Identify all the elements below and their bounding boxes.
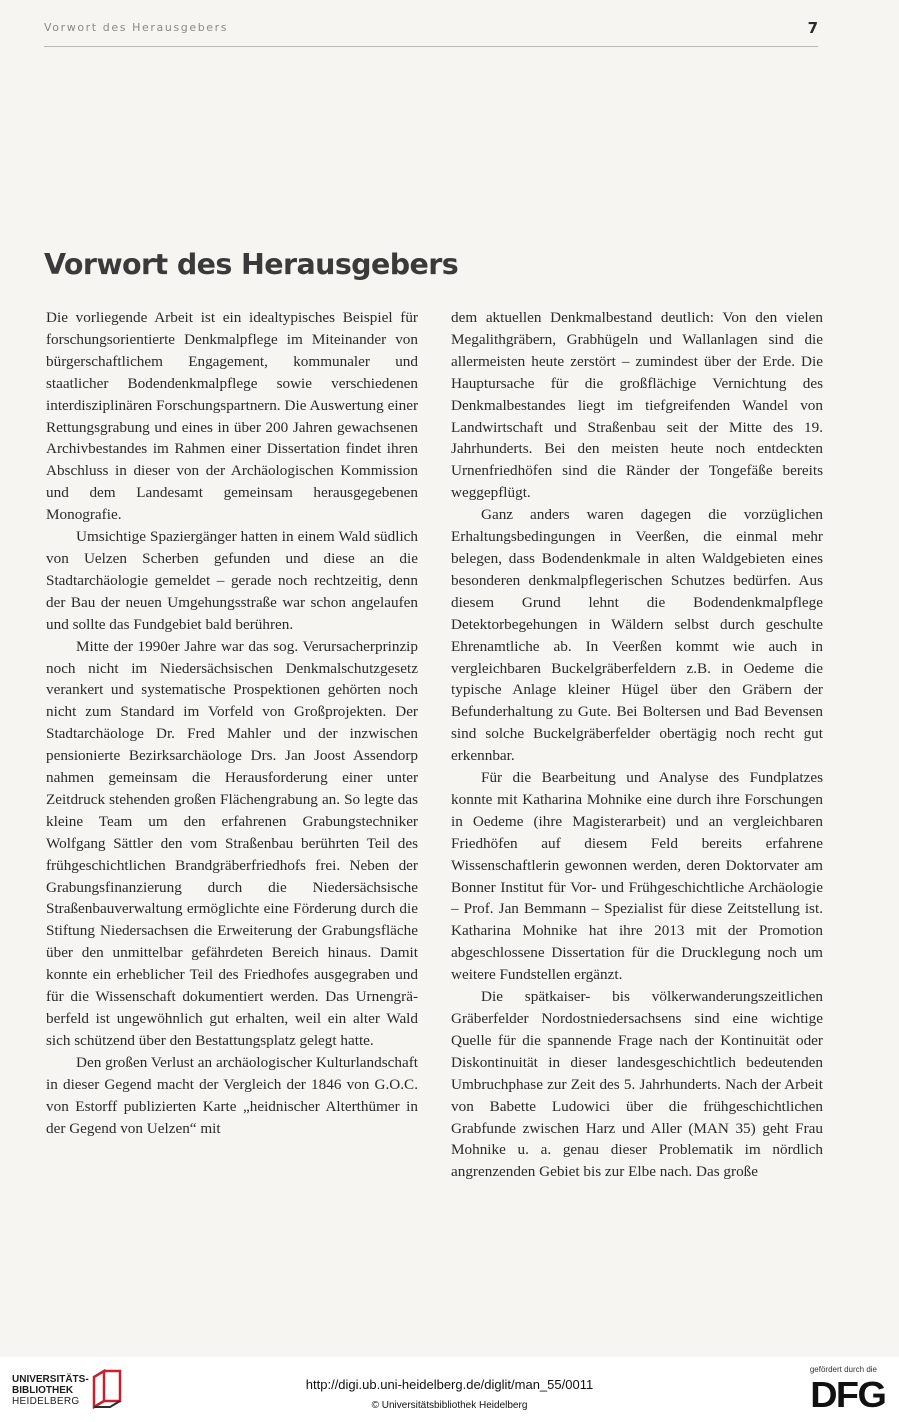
paragraph: Den großen Verlust an archäologischer Kulturlandschaft in dieser Gegend macht der Vergleich der 1846 von G.O.C. von Estorff publizierten Karte „heidnischer Alterthümer in der Gegend von Uelzen“ mit — [46, 1053, 418, 1137]
header-rule — [44, 46, 818, 47]
paragraph: Umsichtige Spaziergänger hatten in einem Wald südlich von Uelzen Scherben gefunden und diese an die Stadtarchäologie gemeldet – gerade noch rechtzeitig, denn der Bau der neuen Umgehungsstraße war schon angelaufen und sollte das Fundgebiet bald berühren. — [46, 528, 418, 633]
library-name-line: BIBLIOTHEK — [12, 1385, 74, 1396]
library-name-line: UNIVERSITÄTS- — [12, 1374, 89, 1385]
chapter-title: Vorwort des Herausgebers — [44, 248, 459, 281]
funder-caption: gefördert durch die — [809, 1365, 877, 1374]
library-name-line: HEIDELBERG — [12, 1396, 80, 1407]
page-number: 7 — [807, 19, 818, 37]
permalink[interactable]: http://digi.ub.uni-heidelberg.de/diglit/man_55/0011 — [305, 1377, 594, 1392]
dfg-logo[interactable]: DFG — [809, 1374, 885, 1415]
text-column-right — [451, 307, 823, 1183]
paragraph: Mitte der 1990er Jahre war das sog. Verursacherprinzip noch nicht im Niedersächsischen Denkmalschutzgesetz verankert und systematische Prospektionen gehörten noch nicht zum Standard im Vorfeld von Großprojekten. Der Stadtarchäologe Dr. Fred Mahler und der inzwischen pensionierte Bezirksarchäologe Drs. Jan Joost Assendorp nahmen gemeinsam die Herausforderung einer unter Zeitdruck stehenden großen Flächengrabung an. So legte das kleine Team um den erfahrenen Grabungstechniker Wolfgang Sättler den vom Straßenbau berührten Teil des frühgeschichtlichen Brandgräberfriedhofs frei. Neben der Grabungsfinanzierung durch die Niedersächsische Straßenbauverwaltung ermöglichte eine Förderung durch die Stiftung Niedersachsen die Erweiterung der Grabungsfläche über den unmittelbar gefährdeten Bereich hinaus. Damit konnte ein erheblicher Teil des Friedhofes ausgegraben und für die Wissenschaft dokumentiert werden. Das Urnengräberfeld ist ungewöhnlich gut erhalten, weil ein alter Wald sich schützend über den Bestattungsplatz gelegt hatte. — [46, 637, 418, 1049]
paragraph: Für die Bearbeitung und Analyse des Fundplatzes konnte mit Katharina Mohnike eine durch ihre Forschungen in Oedeme (ihre Magisterarbeit) und an vergleichbaren Friedhöfen auf diesem Feld bereits erfahrene Wissenschaftlerin gewonnen werden, deren Doktorvater am Bonner Institut für Vor- und Frühgeschichtliche Archäologie – Prof. Jan Bemmann – Spezialist für diese Zeitstellung ist. Katharina Mohnike hat ihre 2013 mit der Promotion abgeschlossene Dissertation für die Drucklegung noch um weitere Fundstellen ergänzt. — [451, 769, 823, 984]
running-title: Vorwort des Herausgebers — [44, 21, 229, 34]
paragraph: Die spätkaiser- bis völkerwanderungszeitlichen Gräberfelder Nordostniedersachsens sind eine wichtige Quelle für die spannende Frage nach der Kontinuität oder Diskontinuität in dieser landesgeschichtlich bedeutenden Umbruchphase zur Zeit des 5. Jahrhunderts. Nach der Arbeit von Babette Ludowici über die frühgeschichtlichen Grabfunde zwischen Harz und Aller (MAN 35) geht Frau Mohnike u. a. genau dieser Problematik im nördlich angrenzenden Gebiet bis zur Elbe nach. Das große — [451, 988, 823, 1181]
copyright-notice: © Universitätsbibliothek Heidelberg — [371, 1400, 528, 1411]
running-head — [44, 19, 818, 41]
text-column-left — [46, 307, 418, 1139]
paragraph: dem aktuellen Denkmalbestand deutlich: Von den vielen Megalithgräbern, Grabhügeln und Wallanlagen sind die allermeisten heute zerstört – zumindest über der Erde. Die Hauptursache für die großflächige Vernichtung des Denkmalbestandes liegt im tiefgreifenden Wandel von Landwirtschaft und Straßenbau seit der Mitte des 19. Jahrhunderts. Bei den meisten heute noch entdeckten Urnenfriedhöfen sind die Ränder der Tongefäße bereits weggepflügt. — [451, 309, 823, 502]
paragraph: Die vorliegende Arbeit ist ein idealtypisches Beispiel für forschungsorientierte Denkmalpflege im Miteinander von bürgerschaftlichem Engagement, kommunaler und staatlicher Bodendenkmalpflege sowie verschiedenen interdisziplinären Forschungspartnern. Die Auswertung einer Rettungsgrabung und eines in über 200 Jahren gewachsenen Archivbestandes im Rahmen einer Dissertation findet ihren Abschluss in dieser von der Archäologischen Kommission und dem Landesamt gemeinsam herausgegebenen Monografie. — [46, 309, 418, 524]
paragraph: Ganz anders waren dagegen die vorzüglichen Erhaltungsbedingungen in Veerßen, die einmal mehr belegen, dass Bodendenkmale in alten Waldgebieten eines besonderen denkmalpflegerischen Schutzes bedürfen. Aus diesem Grund lehnt die Bodendenkmalpflege Detektorbegehungen in Wäldern selbst durch geschulte Ehrenamtliche ab. In Veerßen kommt wie auch in vergleichbaren Buckelgräberfeldern z.B. in Oedeme die typische Anlage kleiner Hügel über den Gräbern der Befunderhaltung zu Gute. Bei Boltersen und Bad Bevensen sind solche Buckelgräberfelder obertägig noch recht gut erkennbar. — [451, 506, 823, 765]
viewer-footer — [0, 1357, 899, 1422]
